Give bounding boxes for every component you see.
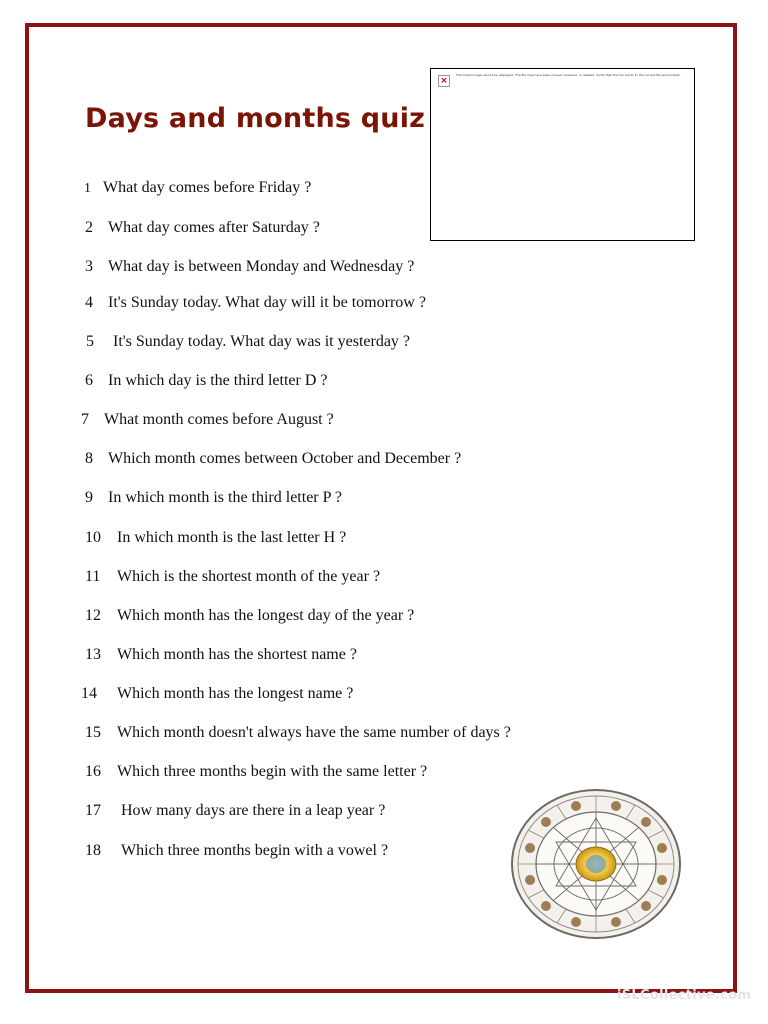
question-item: [85, 724, 511, 742]
broken-image-message: The linked image cannot be displayed. The file may have been moved, renamed, or deleted. Verify that the link points to the correct file and location.: [456, 73, 682, 77]
question-text: Which is the shortest month of the year ?: [117, 568, 381, 585]
broken-image-icon: ×: [438, 75, 450, 87]
question-item: [85, 219, 320, 237]
question-text: How many days are there in a leap year ?: [121, 802, 386, 819]
question-number: 16: [85, 763, 101, 780]
question-number: 14: [81, 685, 97, 702]
question-item: [86, 333, 410, 351]
question-item: [85, 529, 346, 547]
question-text: Which three months begin with the same letter ?: [117, 763, 428, 780]
question-number: 6: [85, 372, 93, 389]
question-text: In which month is the third letter P ?: [108, 489, 343, 506]
question-number: 4: [85, 294, 93, 311]
question-number: 12: [85, 607, 101, 624]
question-text: Which month has the longest day of the year ?: [117, 607, 415, 624]
question-text: In which day is the third letter D ?: [108, 372, 328, 389]
question-item: [85, 842, 388, 860]
question-number: 15: [85, 724, 101, 741]
question-item: [85, 802, 385, 820]
question-item: [85, 646, 357, 664]
page-title: Days and months quiz: [85, 103, 426, 134]
question-number: 11: [85, 568, 101, 585]
question-number: 7: [81, 411, 89, 428]
question-text: What day comes after Saturday ?: [108, 219, 320, 236]
question-item: [85, 568, 380, 586]
question-text: It's Sunday today. What day will it be tomorrow ?: [108, 294, 426, 311]
question-item: [85, 607, 414, 625]
question-item: [85, 489, 342, 507]
broken-image-placeholder: [430, 68, 695, 241]
question-text: Which three months begin with a vowel ?: [121, 842, 389, 859]
question-number: 5: [86, 333, 94, 350]
question-number: 13: [85, 646, 101, 663]
zodiac-wheel-illustration: [510, 788, 682, 940]
question-text: What day comes before Friday ?: [103, 179, 312, 196]
question-text: What day is between Monday and Wednesday ?: [108, 258, 415, 275]
question-number: 8: [85, 450, 93, 467]
question-number: 10: [85, 529, 101, 546]
question-text: Which month has the shortest name ?: [117, 646, 357, 663]
question-number: 9: [85, 489, 93, 506]
question-item: [81, 685, 353, 703]
question-text: What month comes before August ?: [104, 411, 334, 428]
question-number: 3: [85, 258, 93, 275]
question-item: [85, 372, 328, 390]
question-text: Which month has the longest name ?: [117, 685, 354, 702]
question-text: Which month doesn't always have the same number of days ?: [117, 724, 511, 741]
question-number: 18: [85, 842, 101, 859]
question-item: [84, 179, 311, 198]
question-text: In which month is the last letter H ?: [117, 529, 347, 546]
question-item: [85, 763, 427, 781]
question-item: [85, 258, 414, 276]
question-item: [85, 450, 461, 468]
question-number: 2: [85, 219, 93, 236]
question-text: Which month comes between October and December ?: [108, 450, 462, 467]
question-item: [81, 411, 334, 429]
question-text: It's Sunday today. What day was it yesterday ?: [113, 333, 411, 350]
question-number: 1: [84, 181, 91, 196]
question-item: [85, 294, 426, 312]
question-number: 17: [85, 802, 101, 819]
watermark: iSLCollective.com: [617, 988, 752, 1003]
